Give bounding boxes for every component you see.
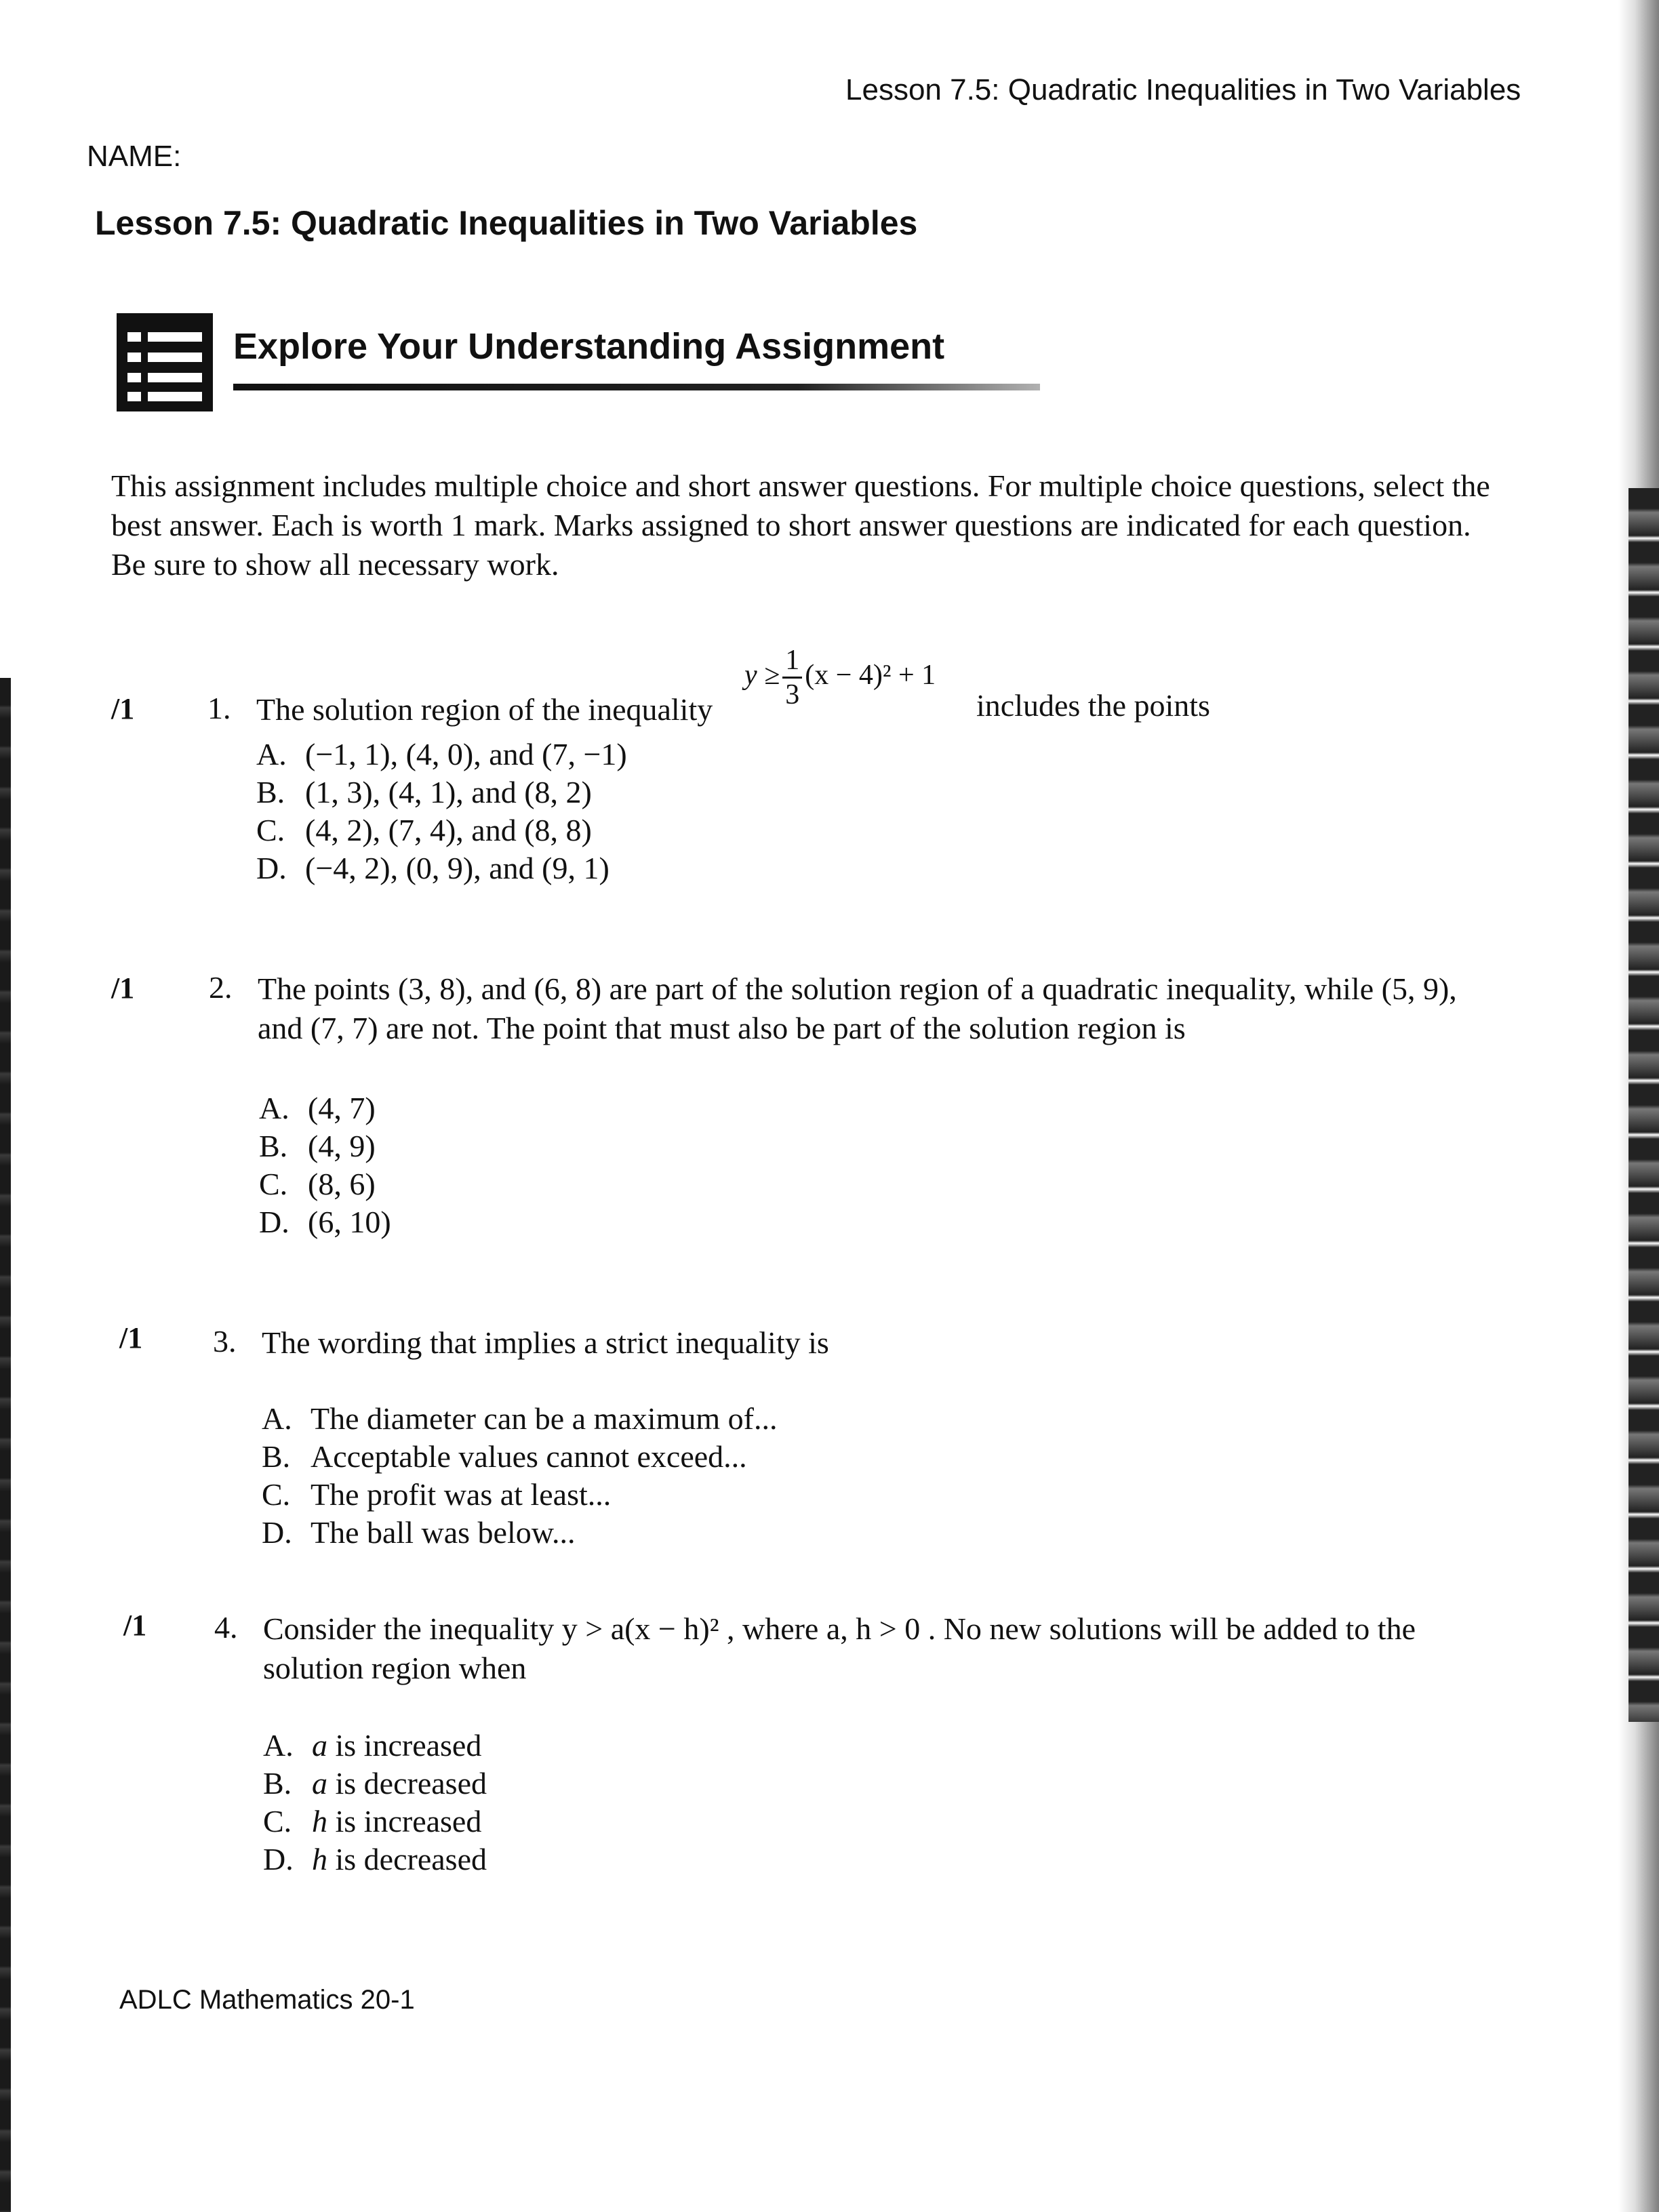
fraction-denominator: 3 (785, 679, 800, 710)
lesson-title: Lesson 7.5: Quadratic Inequalities in Two Variables (95, 204, 918, 242)
question-1-text: The solution region of the inequality (256, 692, 713, 727)
question-4-text: Consider the inequality y > a(x − h)² , where a, h > 0 . No new solutions will be added to the solution region when (263, 1611, 1416, 1685)
formula-lhs: y ≥ (744, 660, 780, 691)
question-3-mark: /1 (119, 1321, 143, 1354)
question-3-option-d[interactable]: D. The ball was below... (262, 1515, 576, 1550)
question-4-mark: /1 (123, 1609, 147, 1642)
question-1-option-c[interactable]: C. (4, 2), (7, 4), and (8, 8) (256, 813, 592, 847)
question-3-option-a[interactable]: A. The diameter can be a maximum of... (262, 1401, 778, 1436)
question-4-option-d[interactable]: D. h is decreased (263, 1842, 487, 1876)
assignment-heading: Explore Your Understanding Assignment (233, 326, 945, 367)
question-2-text: The points (3, 8), and (6, 8) are part of the solution region of a quadratic inequality, while (5, 9), and (7, 7) are not. The point that must also be part of the solution region is (258, 971, 1457, 1045)
name-label: NAME: (87, 140, 182, 173)
question-2-option-a[interactable]: A. (4, 7) (259, 1091, 376, 1125)
formula-fraction (782, 644, 802, 711)
question-3-option-b[interactable]: B. Acceptable values cannot exceed... (262, 1439, 747, 1474)
assignment-intro: This assignment includes multiple choice and short answer questions. For multiple choice questions, select the best answer. Each is worth 1 mark. Marks assigned to short answer questions are indicated for each question. Be sure to show all necessary work. (111, 468, 1490, 582)
question-3-number: 3. (213, 1324, 237, 1359)
question-1-option-d[interactable]: D. (−4, 2), (0, 9), and (9, 1) (256, 851, 609, 885)
question-2-option-b[interactable]: B. (4, 9) (259, 1129, 376, 1163)
running-header: Lesson 7.5: Quadratic Inequalities in Two Variables (845, 73, 1521, 106)
heading-underline (233, 384, 1040, 390)
question-1-mark: /1 (111, 692, 135, 725)
list-icon (117, 313, 213, 411)
question-3-text: The wording that implies a strict inequality is (262, 1325, 829, 1360)
question-3-option-c[interactable]: C. The profit was at least... (262, 1477, 612, 1512)
question-1-option-b[interactable]: B. (1, 3), (4, 1), and (8, 2) (256, 775, 592, 809)
question-1-number: 1. (207, 691, 231, 725)
formula-rhs: (x − 4)² + 1 (805, 660, 936, 691)
question-4-option-a[interactable]: A. a is increased (263, 1728, 482, 1763)
question-2-option-c[interactable]: C. (8, 6) (259, 1167, 376, 1201)
question-1-formula (744, 644, 936, 711)
question-4-option-b[interactable]: B. a is decreased (263, 1766, 487, 1801)
scan-edge-right (1628, 488, 1659, 1722)
question-1-text-after: includes the points (976, 688, 1210, 723)
scan-edge-left (0, 678, 11, 2212)
question-4-number: 4. (214, 1610, 238, 1645)
question-2-number: 2. (209, 970, 233, 1005)
question-1-option-a[interactable]: A. (−1, 1), (4, 0), and (7, −1) (256, 737, 627, 771)
fraction-numerator: 1 (782, 644, 802, 679)
footer-course: ADLC Mathematics 20-1 (119, 1985, 415, 2015)
question-2-option-d[interactable]: D. (6, 10) (259, 1205, 391, 1239)
question-4-option-c[interactable]: C. h is increased (263, 1804, 482, 1838)
question-2-mark: /1 (111, 971, 135, 1005)
